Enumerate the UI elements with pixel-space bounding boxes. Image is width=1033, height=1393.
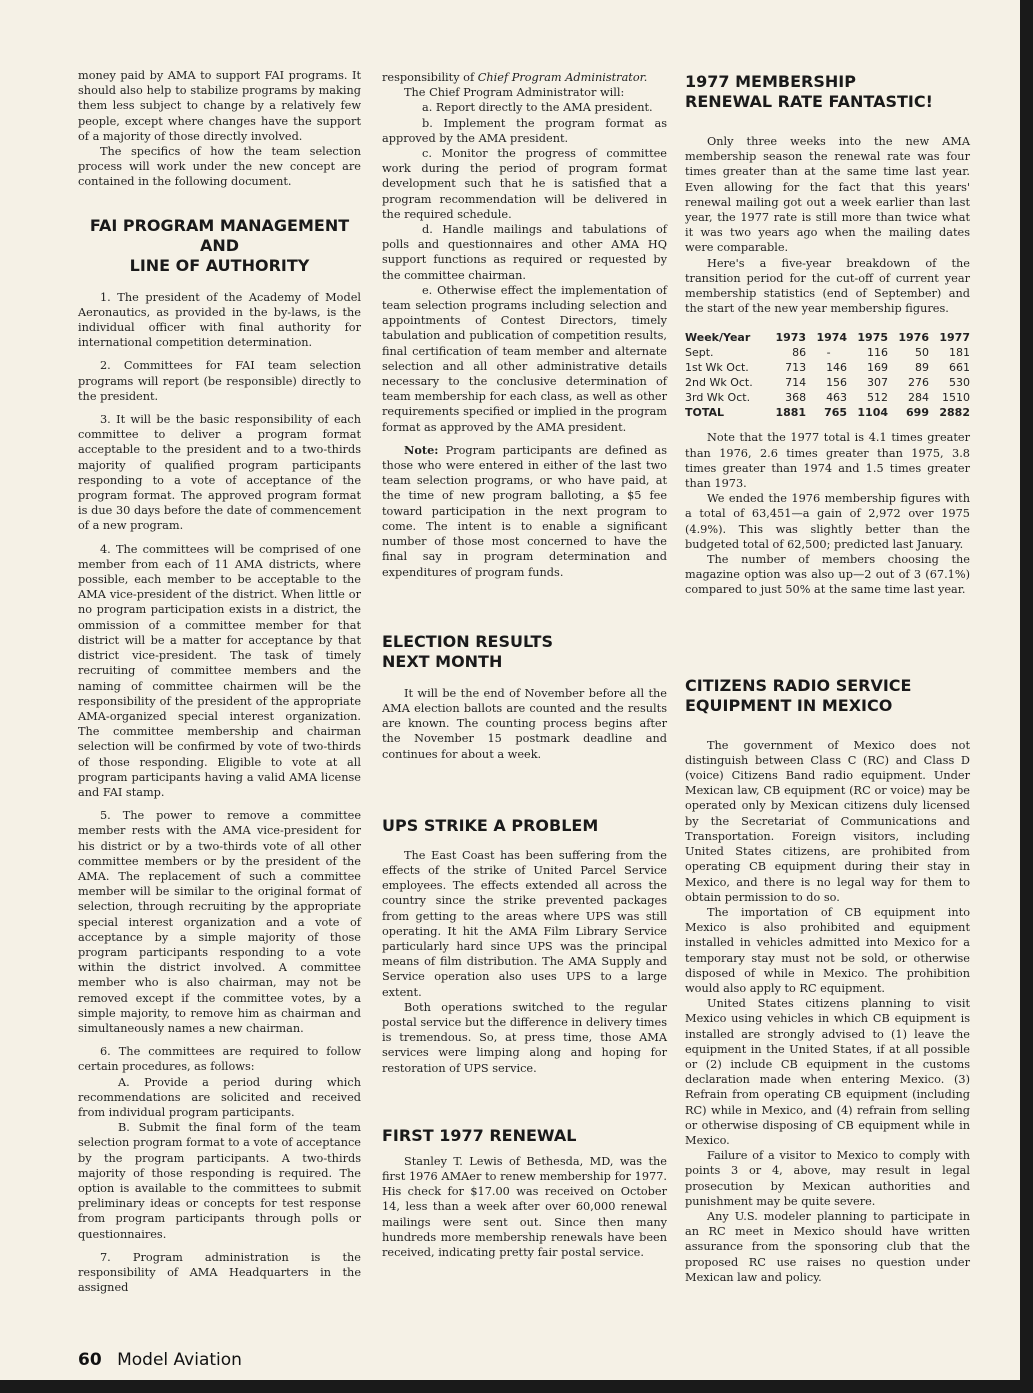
paragraph: Both operations switched to the regular postal service but the difference in delivery times is tremendous. So, at press time, those AMA services were limping along and hoping for restoration of UPS service. — [382, 1000, 667, 1075]
paragraph: We ended the 1976 membership figures with a total of 63,451—a gain of 2,972 over 1975 (4.9%). This was slightly better than the budgeted total of 62,500; predicted last January. — [685, 492, 970, 551]
paragraph: Only three weeks into the new AMA membership season the renewal rate was four times greater than at the same time last year. Even allowing for the fact that this years' renewal mailing got out a week earlier than last year, the 1977 rate is still more than twice what it was two years ago when the mailing dates were comparable. — [685, 135, 970, 255]
table-row: 1st Wk Oct. 713 146 169 89 661 — [685, 361, 970, 375]
section-heading-cb-mexico: CITIZENS RADIO SERVICE EQUIPMENT IN MEXICO — [685, 675, 912, 715]
column-1 — [78, 68, 361, 1295]
list-item: 4. The committees will be comprised of one member from each of 11 AMA districts, where possible, each member to be acceptable to the AMA vice-president of the district. When little or no program participation exists in a district, the ommission of a committee member for that district will be a matter for acceptance by that district vice-president. The task of timely recruiting of committee members and the naming of committee chairmen will be the responsibility of the president of the appropriate AMA-organized special interest organization. The committee membership and chairman selection will be confirmed by vote of two-thirds of those responding. Eligible to vote at all program participants having a valid AMA license and FAI stamp. — [78, 542, 361, 799]
paragraph: responsibility of Chief Program Administrator. — [382, 71, 648, 84]
list-item: a. Report directly to the AMA president. — [422, 101, 653, 115]
column-2 — [382, 70, 667, 1260]
section-heading-ups: UPS STRIKE A PROBLEM — [382, 815, 599, 835]
list-item: 6. The committees are required to follow certain procedures, as follows: — [78, 1045, 361, 1074]
paragraph: It will be the end of November before all the AMA election ballots are counted and the results are known. The counting process begins after the November 15 postmark deadline and continues for about a week. — [382, 686, 667, 761]
paragraph: The government of Mexico does not distinguish between Class C (RC) and Class D (voice) Citizens Band radio equipment. Under Mexican law, CB equipment (RC or voice) may be operated only by Mexican citizens duly licensed by the Secretariat of Communications and Transportation. Foreign visitors, including United States citizens, are prohibited from operating CB equipment during their stay in Mexico, and there is no legal way for them to obtain permission to do so. — [685, 738, 970, 904]
paragraph: United States citizens planning to visit Mexico using vehicles in which CB equipment is installed are strongly advised to (1) leave the equipment in the United States, if at all possible or (2) include CB equipment in the customs declaration made when entering Mexico. (3) Refrain from operating CB equipment (including RC) while in Mexico, and (4) refrain from selling or otherwise disposing of CB equipment while in Mexico. — [685, 997, 970, 1147]
table-row: 3rd Wk Oct. 368 463 512 284 1510 — [685, 391, 970, 405]
note-paragraph: Note: Program participants are defined as those who were entered in either of the last two team selection programs, or who have paid, at the time of new program balloting, a $5 fee toward participation in the next program to come. The intent is to enable a significant number of those most concerned to have the final say in program determination and expenditures of program funds. — [382, 442, 667, 579]
paragraph: Here's a five-year breakdown of the transition period for the cut-off of current year membership statistics (end of September) and the start of the new year membership figures. — [685, 256, 970, 316]
list-item: 3. It will be the basic responsibility of each committee to deliver a program format acceptable to the president and to a two-thirds majority of qualified program participants responding to a vote of acceptance of the program format. The approved program format is due 30 days before the date of commencement of a new program. — [78, 413, 361, 533]
publication-name: Model Aviation — [117, 1350, 242, 1370]
paragraph: Note that the 1977 total is 4.1 times greater than 1976, 2.6 times greater than 1975, 3.8 times greater than 1974 and 1.5 times greater than 1973. — [685, 431, 970, 491]
paragraph: The importation of CB equipment into Mexico is also prohibited and equipment installed in vehicles admitted into Mexico for a temporary stay must not be sold, or otherwise disposed of while in Mexico. The prohibition would also apply to RC equipment. — [685, 905, 970, 995]
paragraph: The specifics of how the team selection process will work under the new concept are contained in the following document. — [78, 145, 361, 189]
list-item: 1. The president of the Academy of Model Aeronautics, as provided in the by-laws, is the individual officer with final authority for international competition determination. — [78, 290, 361, 350]
paragraph: The East Coast has been suffering from the effects of the strike of United Parcel Service employees. The effects extended all across the country since the strike prevented packages from getting to the areas where UPS was still operating. It hit the AMA Film Library Service particularly hard since UPS was the principal means of film distribution. The AMA Supply and Service operation also uses UPS to a large extent. — [382, 848, 667, 999]
table-row: 2nd Wk Oct. 714 156 307 276 530 — [685, 376, 970, 390]
paragraph: The Chief Program Administrator will: — [404, 86, 625, 100]
list-item: A. Provide a period during which recommendations are solicited and received from individual program participants. — [78, 1075, 361, 1119]
list-item: 2. Committees for FAI team selection programs will report (be responsible) directly to the president. — [78, 359, 361, 403]
section-heading-membership: 1977 MEMBERSHIP RENEWAL RATE FANTASTIC! — [685, 72, 933, 111]
page-number: 60 — [78, 1350, 102, 1370]
section-heading-fai: FAI PROGRAM MANAGEMENT AND LINE OF AUTHORITY — [89, 215, 350, 275]
paragraph: Stanley T. Lewis of Bethesda, MD, was the first 1976 AMAer to renew membership for 1977. His check for $17.00 was received on October 14, less than a week after over 60,000 renewal mailings were sent out. Since then many hundreds more membership renewals have been received, indicating pretty fair postal service. — [382, 1154, 667, 1259]
list-item: 5. The power to remove a committee member rests with the AMA vice-president for his district or by a two-thirds vote of all other committee members or by the president of the AMA. The replacement of such a committee member will be similar to the original format of selection, through recruiting by the appropriate special interest organization and a vote of acceptance by a simple majority of those program participants responding to a vote within the district involved. A committee member who is also chairman, may not be removed except if the committee votes, by a simple majority, to remove him as chairman and simultaneously names a new chairman. — [78, 809, 361, 1035]
paragraph: money paid by AMA to support FAI programs. It should also help to stabilize programs by making them less subject to change by a relatively few people, except where changes have the support of a majority of those directly involved. — [78, 69, 361, 143]
section-heading-election: ELECTION RESULTS NEXT MONTH — [382, 631, 553, 671]
list-item: d. Handle mailings and tabulations of polls and questionnaires and other AMA HQ support functions as required or requested by the committee chairman. — [382, 223, 667, 282]
section-heading-renewal: FIRST 1977 RENEWAL — [382, 1125, 577, 1145]
list-item: e. Otherwise effect the implementation of team selection programs including selection and appointments of Contest Directors, timely tabulation and publication of competition results, final certification of team member and alternate selection and all other administrative details necessary to the conclusive determination of team membership for each class, as well as other requirements specified or implied in the program format as approved by the AMA president. — [382, 283, 667, 434]
column-3 — [685, 72, 970, 1285]
table-total-row: TOTAL 1881 765 1104 699 2882 — [685, 406, 970, 420]
paragraph: The number of members choosing the magazine option was also up—2 out of 3 (67.1%) compared to just 50% at the same time last year. — [685, 553, 970, 597]
table-header-row: Week/Year 1973 1974 1975 1976 1977 — [685, 331, 970, 345]
paragraph: Any U.S. modeler planning to participate in an RC meet in Mexico should have written assurance from the sponsoring club that the proposed RC use raises no question under Mexican law and policy. — [685, 1209, 970, 1284]
table-row: Sept. 86 - 116 50 181 — [685, 346, 970, 360]
list-item: B. Submit the final form of the team selection program format to a vote of acceptance by the program participants. A two-thirds majority of those responding is required. The option is available to the committees to submit preliminary ideas or concepts for test response from program participants through polls or questionnaires. — [78, 1121, 361, 1241]
list-item: b. Implement the program format as approved by the AMA president. — [382, 116, 667, 145]
list-item: 7. Program administration is the responsibility of AMA Headquarters in the assigned — [78, 1250, 361, 1295]
paragraph: Failure of a visitor to Mexico to comply with points 3 or 4, above, may result in legal prosecution by Mexican authorities and punishment may be quite severe. — [685, 1149, 970, 1208]
list-item: c. Monitor the progress of committee work during the period of program format development such that he is satisfied that a program recommendation will be delivered in the required schedule. — [382, 147, 667, 221]
page-footer — [78, 1350, 242, 1370]
membership-table — [685, 330, 970, 420]
